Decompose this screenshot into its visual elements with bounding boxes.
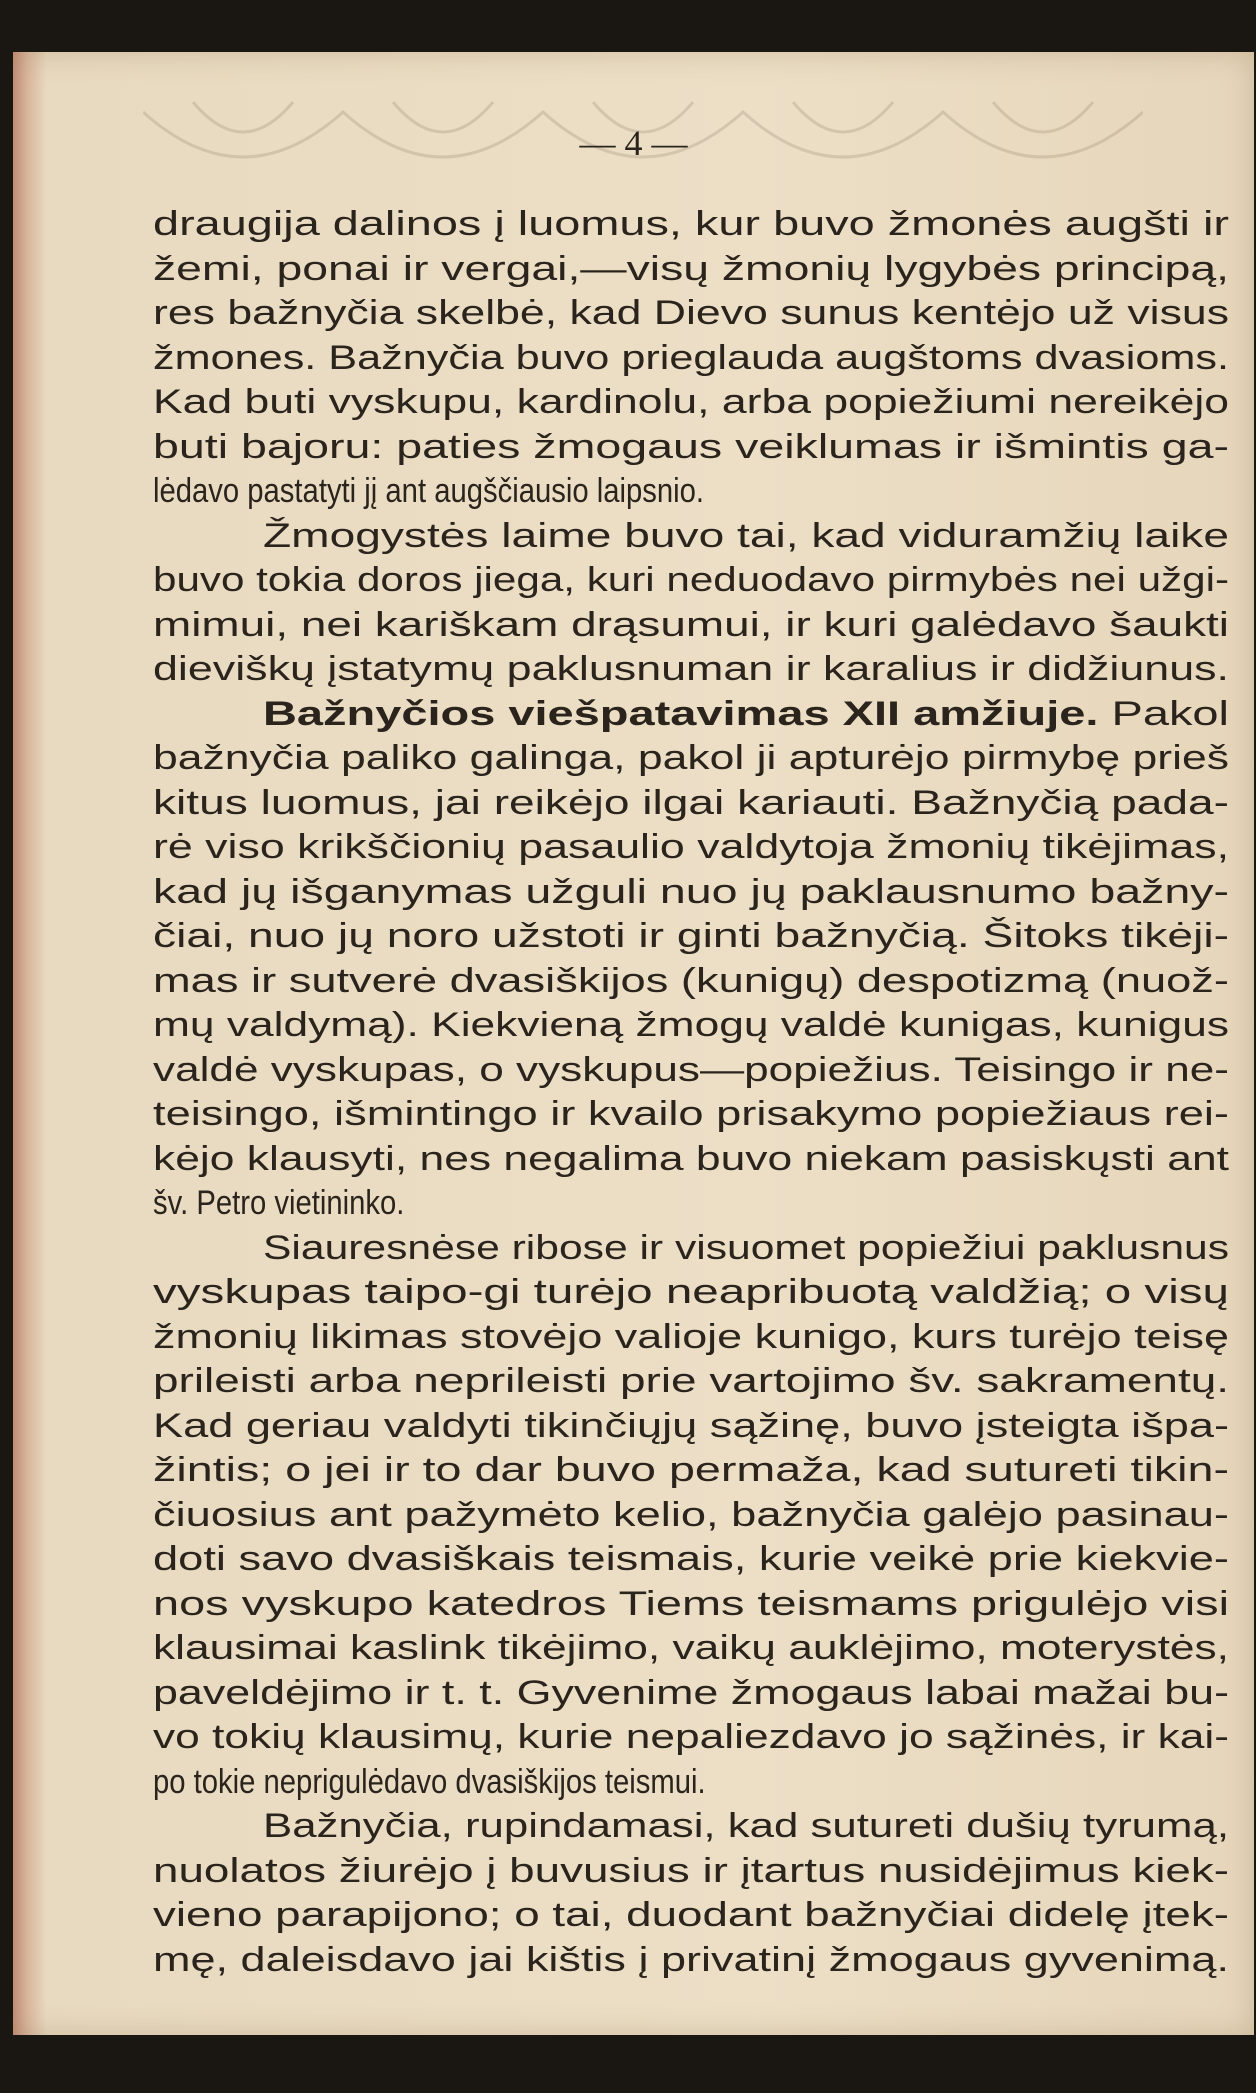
line-text: šv. Petro vietininko.	[153, 1184, 405, 1222]
line-text: žintis; o jei ir to dar buvo permaža, kad sutureti tikin-	[153, 1451, 1229, 1489]
line-text: Kad geriau valdyti tikinčiųjų sąžinę, buvo įsteigta išpa-	[153, 1406, 1229, 1445]
line-text: po tokie neprigulėdavo dvasiškijos teismui.	[153, 1762, 706, 1801]
text-line-content	[153, 1092, 1229, 1137]
text-line-content	[153, 1448, 1229, 1493]
text-line	[153, 603, 1229, 648]
text-line-content	[153, 1404, 1229, 1449]
text-line-content	[153, 1760, 706, 1805]
line-text: nos vyskupo katedros Tiems teismams prigulėjo visi	[153, 1584, 1229, 1623]
text-line	[153, 1537, 1229, 1582]
text-line-content	[153, 1181, 404, 1226]
text-line-content	[153, 1938, 1229, 1983]
text-line-content	[153, 736, 1229, 781]
line-text: Žmogystės laime buvo tai, kad viduramžių laike	[263, 516, 1229, 555]
page-number: — 4 —	[579, 123, 688, 163]
line-text: vo tokių klausimų, kurie nepaliezdavo jo sąžinės, ir kai-	[153, 1718, 1229, 1756]
text-line	[153, 247, 1229, 292]
text-line	[153, 1359, 1229, 1404]
body-text	[153, 202, 1229, 1982]
text-line	[153, 291, 1229, 336]
text-line	[153, 781, 1229, 826]
text-line-content	[153, 870, 1229, 915]
text-line	[153, 1849, 1229, 1894]
line-text: Kad buti vyskupu, kardinolu, arba popiežiumi nereikėjo	[153, 383, 1229, 421]
text-line	[153, 514, 1229, 559]
text-line	[153, 202, 1229, 247]
text-line	[153, 692, 1229, 737]
text-line-content	[153, 380, 1229, 425]
text-line	[153, 736, 1229, 781]
line-text: kitus luomus, jai reikėjo ilgai kariauti. Bažnyčią pada-	[153, 783, 1229, 822]
line-text: Siauresnėse ribose ir visuomet popiežiui paklusnus	[263, 1228, 1229, 1267]
text-line-content	[153, 914, 1229, 959]
text-line	[153, 1493, 1229, 1538]
text-line-content	[263, 692, 1229, 737]
line-text: draugija dalinos į luomus, kur buvo žmonės augšti ir	[153, 205, 1229, 243]
line-text: prileisti arba neprileisti prie vartojimo šv. sakramentų.	[153, 1362, 1229, 1400]
text-line-content	[153, 336, 1229, 381]
line-text: rė viso krikščionių pasaulio valdytoja žmonių tikėjimas,	[153, 828, 1229, 866]
text-line-content	[153, 1715, 1229, 1760]
line-text: kėjo klausyti, nes negalima buvo niekam pasiskųsti ant	[153, 1139, 1229, 1178]
line-text: mimui, nei kariškam drąsumui, ir kuri galėdavo šaukti	[153, 605, 1229, 644]
text-line	[153, 825, 1229, 870]
line-text: buti bajoru: paties žmogaus veiklumas ir išmintis ga-	[153, 427, 1229, 466]
line-text: dieviškų įstatymų paklusnuman ir karalius ir didžiunus.	[153, 650, 1229, 688]
text-line-content	[153, 1137, 1229, 1182]
line-text: kad jų išganymas užguli nuo jų paklausnumo bažny-	[153, 872, 1229, 911]
text-line	[153, 1893, 1229, 1938]
text-line-content	[153, 469, 704, 514]
text-line-content	[153, 425, 1229, 470]
text-line-content	[153, 1537, 1229, 1582]
text-line-content	[153, 1582, 1229, 1627]
text-line-content	[153, 1359, 1229, 1404]
line-text: paveldėjimo ir t. t. Gyvenime žmogaus labai mažai bu-	[153, 1673, 1229, 1712]
text-line	[153, 647, 1229, 692]
text-line	[153, 1760, 1229, 1805]
section-heading: Bažnyčios viešpatavimas XII amžiuje.	[263, 694, 1099, 733]
line-text: žmones. Bažnyčia buvo prieglauda augštoms dvasioms.	[153, 338, 1229, 377]
text-line	[153, 870, 1229, 915]
text-line-content	[153, 1893, 1229, 1938]
text-line-content	[263, 1804, 1229, 1849]
text-line	[153, 1938, 1229, 1983]
line-text: doti savo dvasiškais teismais, kurie veikė prie kiekvie-	[153, 1540, 1229, 1578]
text-line	[153, 959, 1229, 1004]
line-text: mas ir sutverė dvasiškijos (kunigų) despotizmą (nuož-	[153, 961, 1229, 1000]
line-text: čiuosius ant pažymėto kelio, bažnyčia galėjo pasinau-	[153, 1495, 1229, 1534]
line-text: lėdavo pastatyti jį ant augščiausio laipsnio.	[153, 472, 705, 510]
line-text: valdė vyskupas, o vyskupus—popiežius. Teisingo ir ne-	[153, 1050, 1229, 1089]
line-text: vyskupas taipo-gi turėjo neapribuotą valdžią; o visų	[153, 1273, 1229, 1311]
text-line-content	[153, 1003, 1229, 1048]
text-line-content	[153, 603, 1229, 648]
text-line-content	[153, 1671, 1229, 1716]
text-line-content	[153, 1315, 1229, 1360]
text-line	[153, 336, 1229, 381]
text-line-content	[263, 514, 1229, 559]
text-line	[153, 1003, 1229, 1048]
text-line	[153, 1092, 1229, 1137]
text-line	[153, 469, 1229, 514]
text-line	[153, 425, 1229, 470]
line-text: vieno parapijono; o tai, duodant bažnyčiai didelę įtek-	[153, 1896, 1229, 1934]
text-line-content	[153, 1048, 1229, 1093]
line-text: teisingo, išmintingo ir kvailo prisakymo popiežiaus rei-	[153, 1095, 1229, 1133]
text-line	[153, 1404, 1229, 1449]
text-line-content	[153, 247, 1229, 292]
line-text: Bažnyčia, rupindamasi, kad sutureti dušių tyrumą,	[263, 1807, 1229, 1845]
text-line-content	[153, 647, 1229, 692]
text-line-content	[153, 1270, 1229, 1315]
text-line	[153, 1270, 1229, 1315]
text-line	[153, 1226, 1229, 1271]
text-line-content	[153, 959, 1229, 1004]
text-line-content	[153, 825, 1229, 870]
text-line-content	[263, 1226, 1229, 1271]
text-line	[153, 558, 1229, 603]
line-text: buvo tokia doros jiega, kuri neduodavo pirmybės nei užgi-	[153, 561, 1229, 599]
text-line-content	[153, 1626, 1229, 1671]
line-text: žmonių likimas stovėjo valioje kunigo, kurs turėjo teisę	[153, 1317, 1229, 1356]
text-line	[153, 1715, 1229, 1760]
book-page	[13, 52, 1254, 2035]
text-line	[153, 1448, 1229, 1493]
text-line	[153, 1048, 1229, 1093]
text-line-content	[153, 1849, 1229, 1894]
line-text: nuolatos žiurėjo į buvusius ir įtartus nusidėjimus kiek-	[153, 1851, 1229, 1890]
line-text: mų valdymą). Kiekvieną žmogų valdė kunigas, kunigus	[153, 1006, 1229, 1044]
text-line	[153, 1582, 1229, 1627]
text-line	[153, 1315, 1229, 1360]
line-text: čiai, nuo jų noro užstoti ir ginti bažnyčią. Šitoks tikėji-	[153, 917, 1229, 955]
line-text: mę, daleisdavo jai kištis į privatinį žmogaus gyvenimą.	[153, 1940, 1229, 1979]
text-line-content	[153, 558, 1229, 603]
text-line-content	[153, 202, 1229, 247]
line-text: res bažnyčia skelbė, kad Dievo sunus kentėjo už visus	[153, 294, 1229, 332]
text-line-content	[153, 781, 1229, 826]
line-text: bažnyčia paliko galinga, pakol ji apturėjo pirmybę prieš	[153, 739, 1229, 777]
line-text: klausimai kaslink tikėjimo, vaikų auklėjimo, moterystės,	[153, 1629, 1229, 1667]
text-line	[153, 380, 1229, 425]
text-line-content	[153, 1493, 1229, 1538]
text-line	[153, 1626, 1229, 1671]
text-line	[153, 1804, 1229, 1849]
line-text: Pakol	[1098, 694, 1229, 733]
text-line	[153, 1181, 1229, 1226]
line-text: žemi, ponai ir vergai,—visų žmonių lygybės principą,	[153, 249, 1229, 288]
text-line	[153, 914, 1229, 959]
text-line	[153, 1671, 1229, 1716]
text-line-content	[153, 291, 1229, 336]
text-line	[153, 1137, 1229, 1182]
